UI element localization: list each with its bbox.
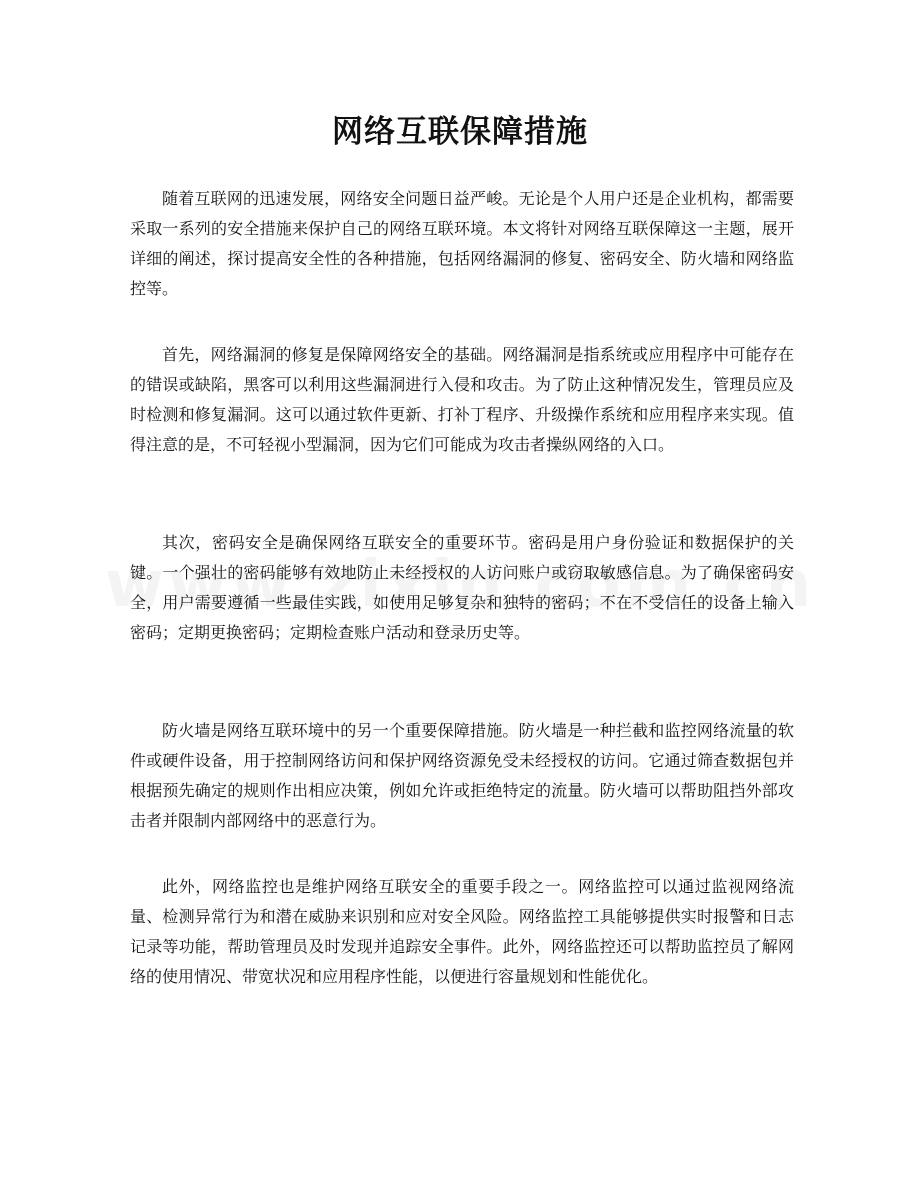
paragraph-monitoring: 此外，网络监控也是维护网络互联安全的重要手段之一。网络监控可以通过监视网络流量、检测异常行为和潜在威胁来识别和应对安全风险。网络监控工具能够提供实时报警和日志记录等功能，帮助管理员及时发现并追踪安全事件。此外，网络监控还可以帮助监控员了解网络的使用情况、带宽状况和应用程序性能，以便进行容量规划和性能优化。 [130,877,794,986]
paragraph-password: 其次，密码安全是确保网络互联安全的重要环节。密码是用户身份验证和数据保护的关键。一个强壮的密码能够有效地防止未经授权的人访问账户或窃取敏感信息。为了确保密码安全，用户需要遵循一些最佳实践，如使用足够复杂和独特的密码；不在不受信任的设备上输入密码；定期更换密码；定期检查账户活动和登录历史等。 [130,533,794,642]
paragraph-intro: 随着互联网的迅速发展，网络安全问题日益严峻。无论是个人用户还是企业机构，都需要采取一系列的安全措施来保护自己的网络互联环境。本文将针对网络互联保障这一主题，展开详细的阐述，探讨提高安全性的各种措施，包括网络漏洞的修复、密码安全、防火墙和网络监控等。 [130,189,794,298]
document-title: 网络互联保障措施 [332,114,588,150]
paragraph-vulnerability: 首先，网络漏洞的修复是保障网络安全的基础。网络漏洞是指系统或应用程序中可能存在的错误或缺陷，黑客可以利用这些漏洞进行入侵和攻击。为了防止这种情况发生，管理员应及时检测和修复漏洞。这可以通过软件更新、打补丁程序、升级操作系统和应用程序来实现。值得注意的是，不可轻视小型漏洞，因为它们可能成为攻击者操纵网络的入口。 [130,345,794,454]
paragraph-firewall: 防火墙是网络互联环境中的另一个重要保障措施。防火墙是一种拦截和监控网络流量的软件或硬件设备，用于控制网络访问和保护网络资源免受未经授权的访问。它通过筛查数据包并根据预先确定的规则作出相应决策，例如允许或拒绝特定的流量。防火墙可以帮助阻挡外部攻击者并限制内部网络中的恶意行为。 [130,721,794,830]
